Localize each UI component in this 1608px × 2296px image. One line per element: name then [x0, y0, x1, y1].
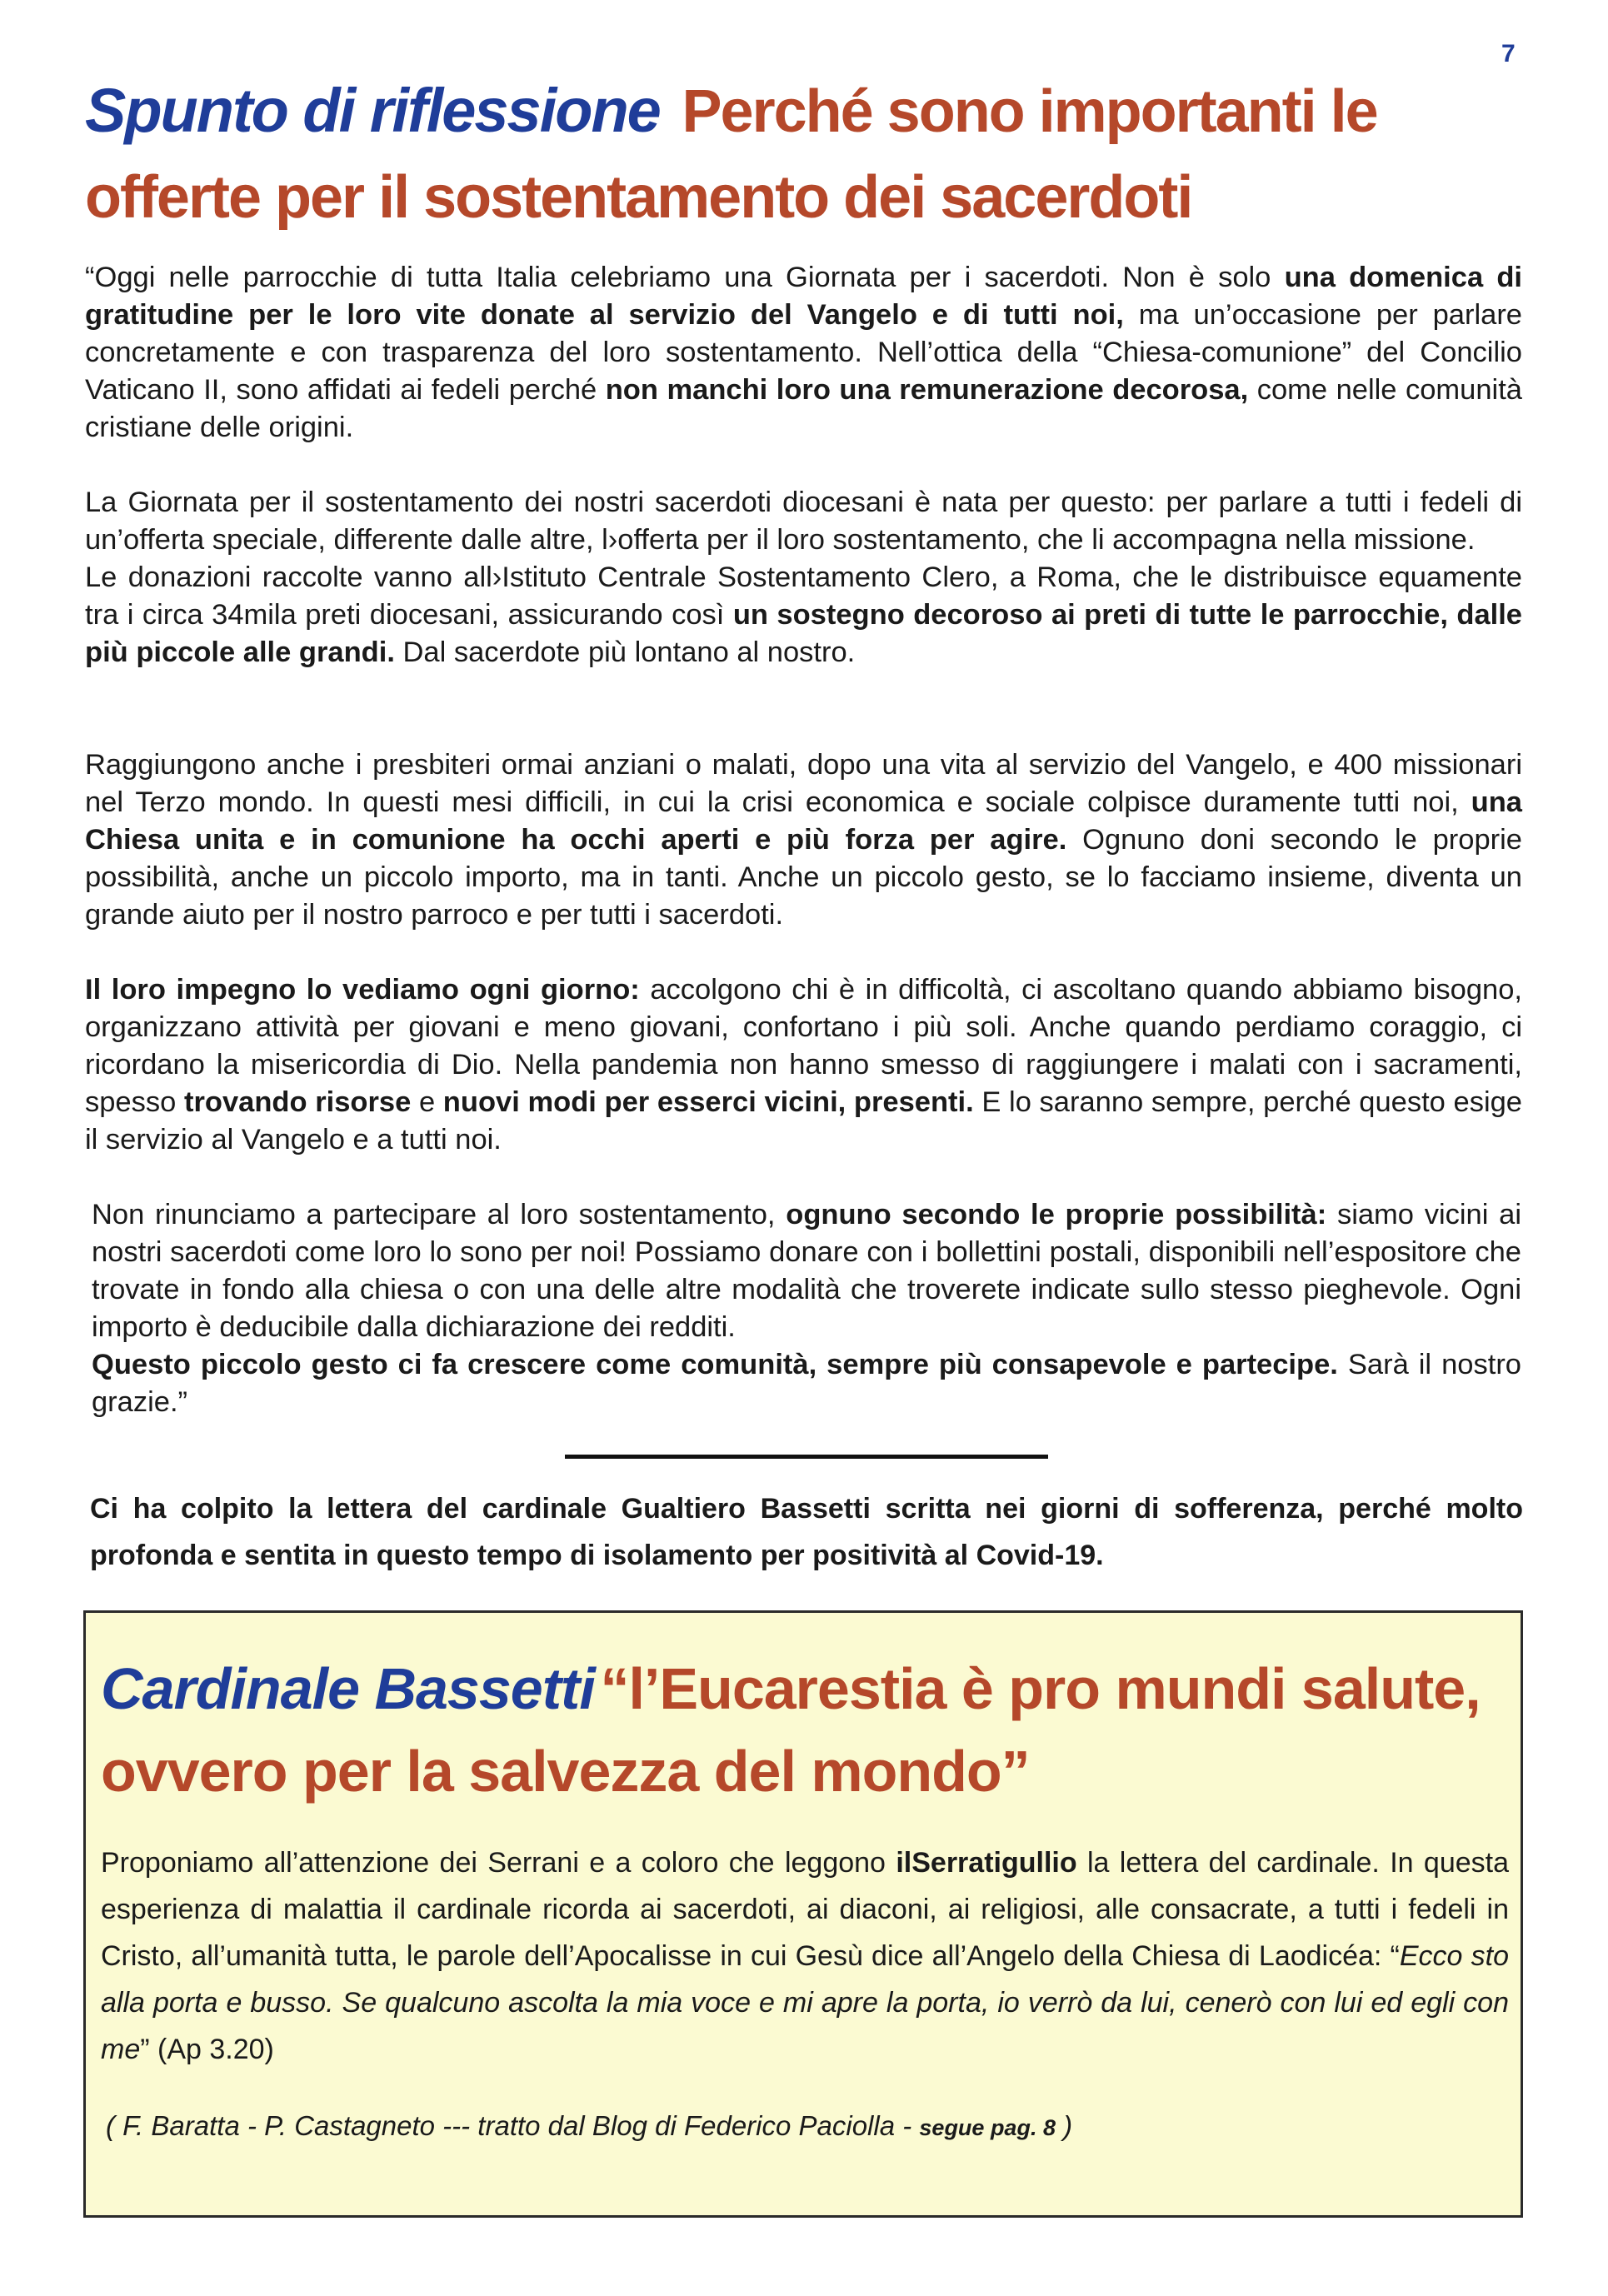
divider-rule: [565, 1455, 1048, 1459]
text-segment: Ognuno doni secondo le proprie possibilità, anche un piccolo importo, ma in tanti. Anche un piccolo gesto, se lo facciamo insieme, diventa un grande aiuto per il nostro parroco e per tutti i sacerdoti.: [85, 824, 1522, 931]
text-segment: Non rinunciamo a partecipare al loro sostentamento,: [92, 1199, 787, 1230]
text-segment: siamo vicini ai nostri sacerdoti come loro lo sono per noi! Possiamo donare con i bollettini postali, disponibili nell’espositore che trovate in fondo alla chiesa o con una delle altre modalità che troverete indicate sullo stesso pieghevole. Ogni importo è deducibile dalla dichiarazione dei redditi.: [92, 1199, 1521, 1343]
paragraph-text: [85, 971, 1522, 1159]
paragraph-text: [85, 259, 1522, 447]
paragraph-text: [92, 1196, 1521, 1346]
text-segment: come nelle comunità cristiane delle origini.: [85, 374, 1522, 443]
paragraph-text: [92, 1346, 1521, 1421]
text-segment: e: [411, 1086, 443, 1118]
bold-segment: ognuno secondo le proprie possibilità:: [786, 1199, 1327, 1230]
credit-line: [106, 2110, 1072, 2142]
text-segment: “Oggi nelle parrocchie di tutta Italia celebriamo una Giornata per i sacerdoti. Non è solo: [85, 262, 1285, 293]
article-title: [85, 73, 1535, 246]
paragraph-text: [85, 559, 1522, 671]
text-segment: la lettera del cardinale. In questa esperienza di malattia il cardinale ricorda ai sacerdoti, ai diaconi, ai religiosi, alle consacrate, a tutti i fedeli in Cristo, all’umanità tutta, le parole dell’Apocalisse in cui Gesù dice all’Angelo della Chiesa di Laodicéa: “: [101, 1847, 1510, 1972]
featured-box: [83, 1610, 1523, 2218]
credit-continued: segue pag. 8: [919, 2115, 1056, 2140]
credit-main: ( F. Baratta - P. Castagneto --- tratto dal Blog di Federico Paciolla -: [106, 2110, 920, 2141]
bold-segment: trovando risorse: [183, 1086, 412, 1118]
page-number: 7: [1501, 40, 1516, 67]
text-segment: ma un’occasione per parlare concretamente e con trasparenza del loro sostentamento. Nell’ottica della “Chiesa-comunione” del Concilio Vaticano II, sono affidati ai fedeli perché: [85, 299, 1522, 406]
bold-segment: Il loro impegno lo vediamo ogni giorno:: [85, 974, 640, 1006]
bold-segment: nuovi modi per esserci vicini, presenti.: [442, 1086, 974, 1118]
text-segment: Proponiamo all’attenzione dei Serrani e a coloro che leggono: [101, 1847, 896, 1879]
box-body-text: [101, 1839, 1509, 2073]
body-paragraph-2: [85, 484, 1522, 671]
text-segment: ” (Ap 3.20): [140, 2034, 274, 2065]
body-paragraph-4: [85, 971, 1522, 1159]
credit-end: ): [1055, 2110, 1073, 2141]
bold-segment: non manchi loro una remunerazione decorosa,: [605, 374, 1249, 406]
body-paragraph-5: [92, 1196, 1521, 1421]
text-segment: La Giornata per il sostentamento dei nostri sacerdoti diocesani è nata per questo: per parlare a tutti i fedeli di un’offerta speciale, differente dalle altre, l›offerta per il loro sostentamento, che li accompagna nella missione.: [85, 487, 1522, 556]
italic-quote: Ecco sto alla porta e busso. Se qualcuno ascolta la mia voce e mi apre la porta, io verrò da lui, cenerò con lui ed egli con me: [101, 1940, 1509, 2065]
bold-segment: ilSerratigullio: [896, 1847, 1077, 1879]
box-title-label: Cardinale Bassetti: [101, 1656, 595, 1721]
body-paragraph-3: [85, 746, 1522, 934]
text-segment: Le donazioni raccolte vanno all›Istituto Centrale Sostentamento Clero, a Roma, che le distribuisce equamente tra i circa 34mila preti diocesani, assicurando così: [85, 562, 1522, 631]
title-heading: Perché sono importanti le offerte per il sostentamento dei sacerdoti: [85, 78, 1377, 231]
text-segment: Dal sacerdote più lontano al nostro.: [394, 636, 856, 668]
text-segment: E lo saranno sempre, perché questo esige il servizio al Vangelo e a tutti noi.: [85, 1086, 1522, 1155]
box-title: [101, 1655, 1509, 1819]
paragraph-text: [85, 484, 1522, 559]
body-paragraph-1: [85, 259, 1522, 447]
paragraph-text: [85, 746, 1522, 934]
bold-segment: una Chiesa unita e in comunione ha occhi aperti e più forza per agire.: [85, 786, 1522, 856]
text-segment: Raggiungono anche i presbiteri ormai anziani o malati, dopo una vita al servizio del Vangelo, e 400 missionari nel Terzo mondo. In questi mesi difficili, in cui la crisi economica e sociale colpisce duramente tutti noi,: [85, 749, 1522, 818]
title-label: Spunto di riflessione: [85, 76, 660, 145]
text-segment: accolgono chi è in difficoltà, ci ascoltano quando abbiamo bisogno, organizzano attività per giovani e meno giovani, confortano i più soli. Anche quando perdiamo coraggio, ci ricordano la misericordia di Dio. Nella pandemia non hanno smesso di raggiungere i malati con i sacramenti, spesso: [85, 974, 1522, 1118]
bold-segment: una domenica di gratitudine per le loro vite donate al servizio del Vangelo e di tutti noi,: [85, 262, 1522, 331]
text-segment: Sarà il nostro grazie.”: [92, 1349, 1521, 1418]
intro-note: Ci ha colpito la lettera del cardinale Gualtiero Bassetti scritta nei giorni di sofferenza, perché molto profonda e sentita in questo tempo di isolamento per positività al Covid-19.: [90, 1493, 1523, 1571]
bold-segment: un sostegno decoroso ai preti di tutte le parrocchie, dalle più piccole alle grandi.: [85, 599, 1522, 668]
bold-segment: Questo piccolo gesto ci fa crescere come comunità, sempre più consapevole e partecipe.: [92, 1349, 1338, 1380]
box-title-quote: “l’Eucarestia è pro mundi salute, ovvero per la salvezza del mondo”: [101, 1656, 1481, 1804]
box-body: [101, 1839, 1509, 2073]
